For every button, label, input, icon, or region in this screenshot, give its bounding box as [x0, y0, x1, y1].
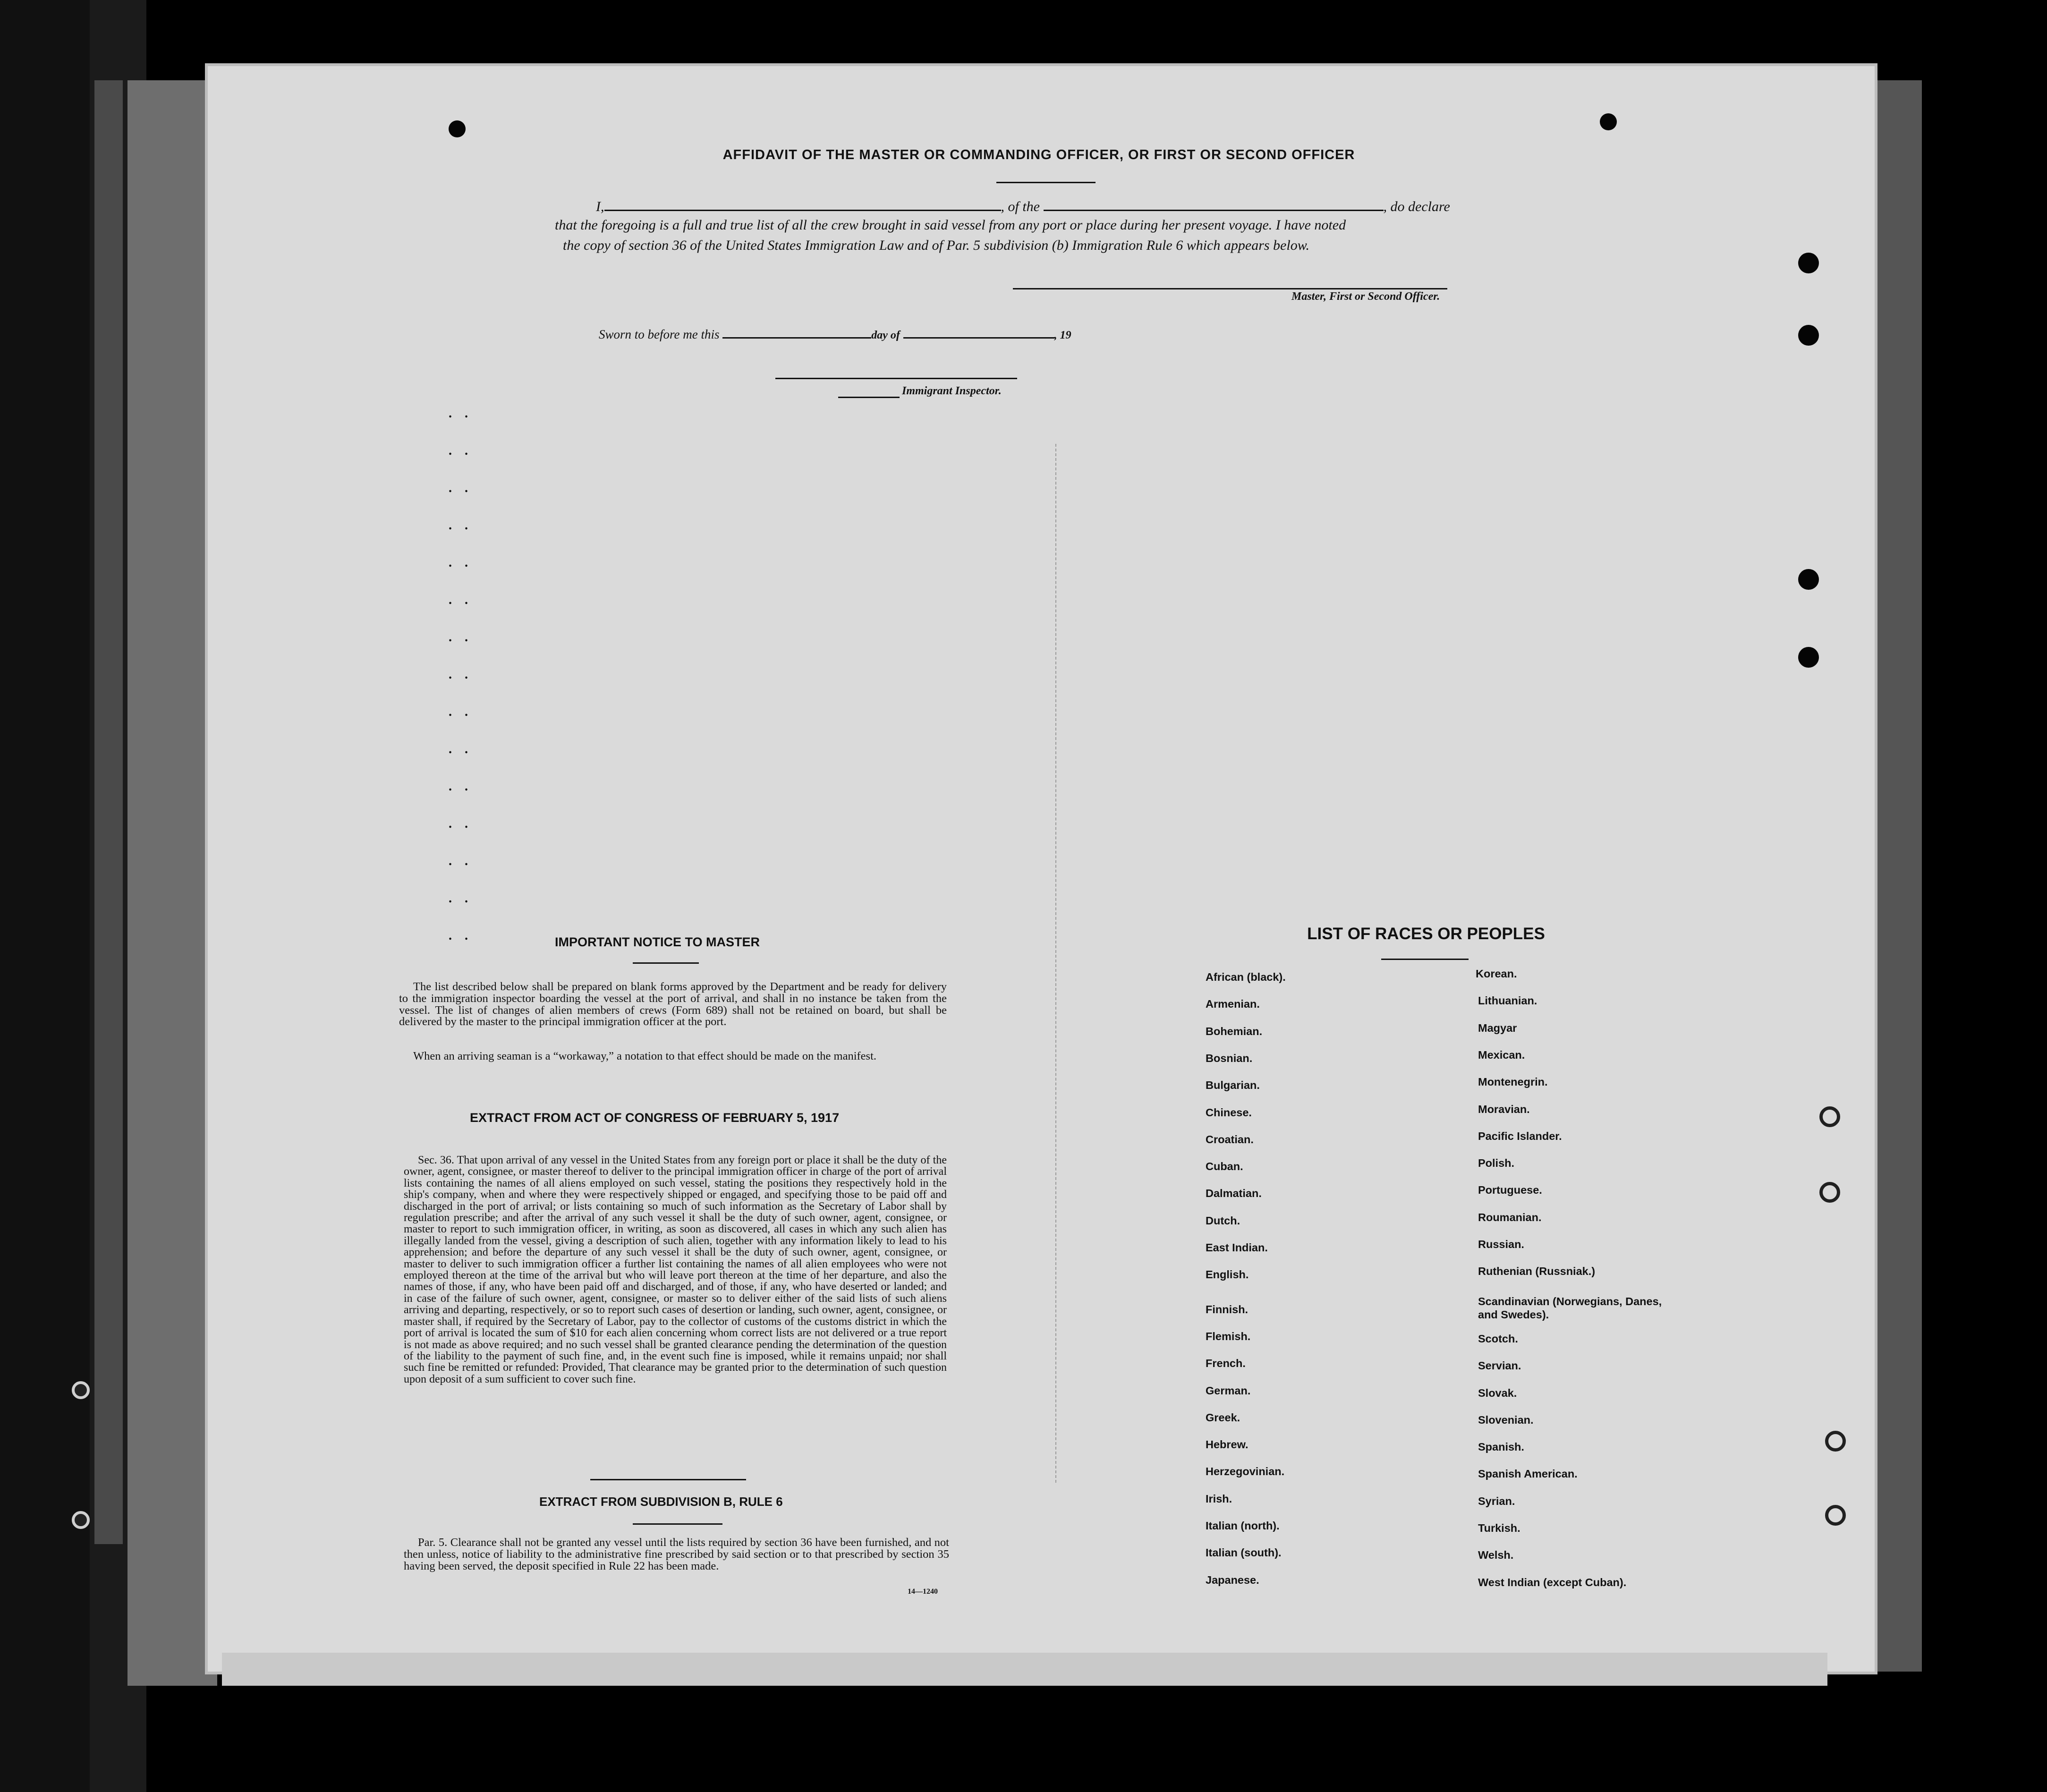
affidavit-line-2: that the foregoing is a full and true list of all the crew brought in said vessel from any port or place during her present voyage. I have noted [555, 217, 1346, 233]
race-left-item: Japanese. [1206, 1573, 1259, 1586]
act-extract-text: Sec. 36. That upon arrival of any vessel in the United States from any foreign port or place it shall be the duty of the owner, agent, consignee, or master thereof to deliver to the principal immigration officer in charge of the port of arrival lists containing the names of all aliens employed on such vessel, stating the positions they respectively hold in the ship's company, when and where they were respectively shipped or engaged, and specifying those to be paid off and discharged in the port of arrival; or lists containing so much of such information as the Secretary of Labor shall by regulation prescribe; and after the arrival of any such vessel it shall be the duty of such owner, agent, consignee, or master to report to such immigration officer, in writing, as soon as discovered, all cases in which any such alien has illegally landed from the vessel, giving a description of such alien, together with any information likely to lead to his apprehension; and before the departure of any such vessel it shall be the duty of such owner, agent, consignee, or master to deliver to such immigration officer a further list containing the names of all alien employees who were not employed thereon at the time of the arrival but who will leave port thereon at the time of her departure, and also the names of those, if any, who have been paid off and discharged, and of those, if any, who have deserted or landed; and in case of the failure of such owner, agent, consignee, or master so to deliver either of the said lists of such aliens arriving and departing, respectively, or so to report such cases of desertion or landing, such owner, agent, consignee, or master shall, if required by the Secretary of Labor, pay to the collector of customs of the customs district in which the port of arrival is located the sum of $10 for each alien concerning whom correct lists are not delivered or a true report is not made as above required; and no such vessel shall be granted clearance pending the determination of the question of the liability to the payment of such fine, and, in the event such fine is imposed, while it remains unpaid; nor shall such fine be remitted or refunded: Provided, That clearance may be granted prior to the determination of such question upon deposit of a sum sufficient to cover such fine. [404, 1154, 947, 1385]
race-right-item: Portuguese. [1478, 1184, 1542, 1197]
race-left-item: Hebrew. [1206, 1438, 1249, 1451]
race-right-item: Moravian. [1478, 1103, 1530, 1115]
race-left-item: Dalmatian. [1206, 1187, 1262, 1200]
notice-title: IMPORTANT NOTICE TO MASTER [555, 935, 760, 949]
rule-extract-text: Par. 5. Clearance shall not be granted any vessel until the lists required by section 36 have been furnished, and not then unless, notice of liability to the administrative fine prescribed by said section or to that prescribed by section 35 having been served, the deposit specified in Rule 22 has been made. [404, 1536, 949, 1572]
races-title: LIST OF RACES OR PEOPLES [1307, 925, 1545, 943]
race-right-item: Scotch. [1478, 1332, 1518, 1345]
race-right-item: Russian. [1478, 1238, 1524, 1250]
race-right-item: Montenegrin. [1478, 1076, 1548, 1088]
race-left-item: English. [1206, 1268, 1249, 1281]
race-right-item: Welsh. [1478, 1549, 1514, 1562]
of-the-label: , of the [1001, 199, 1040, 214]
punch-hole [1798, 325, 1819, 346]
race-right-item: Servian. [1478, 1359, 1521, 1372]
binder-hole-1 [72, 1381, 90, 1399]
act-rule [590, 1479, 746, 1480]
inspector-signature-line[interactable] [775, 378, 1017, 379]
rule-extract-title: EXTRACT FROM SUBDIVISION B, RULE 6 [539, 1495, 783, 1509]
form-code: 14—1240 [908, 1588, 938, 1596]
sworn-label: Sworn to before me this [599, 327, 720, 341]
race-left-item: Bosnian. [1206, 1052, 1253, 1064]
ring-hole [1825, 1505, 1846, 1526]
punch-hole [1798, 647, 1819, 668]
race-left-item: Flemish. [1206, 1330, 1251, 1342]
ring-hole [1819, 1106, 1840, 1127]
race-left-item: African (black). [1206, 971, 1286, 983]
sworn-line [599, 325, 1071, 342]
column-divider [1055, 444, 1056, 1483]
race-right-item: West Indian (except Cuban). [1478, 1576, 1627, 1588]
name-field[interactable] [604, 197, 1001, 211]
signature-line[interactable] [1013, 288, 1447, 289]
notice-paragraph-2: When an arriving seaman is a “workaway,” a notation to that effect should be made on the manifest. [413, 1050, 877, 1062]
affidavit-title: AFFIDAVIT OF THE MASTER OR COMMANDING OFFICER, OR FIRST OR SECOND OFFICER [722, 147, 1355, 162]
affidavit-line-3: the copy of section 36 of the United States Immigration Law and of Par. 5 subdivision (b) Immigration Rule 6 which appears below. [563, 238, 1309, 253]
declare-label: , do declare [1383, 199, 1450, 214]
race-right-item: Korean. [1476, 968, 1517, 980]
race-right-item: Magyar [1478, 1021, 1517, 1034]
race-right-item: Mexican. [1478, 1048, 1525, 1061]
year-label: , 19 [1054, 329, 1071, 341]
day-of-label: day of [871, 329, 900, 341]
inspector-short-line [838, 397, 900, 398]
sworn-month-field[interactable] [903, 325, 1054, 339]
notice-paragraph-1: The list described below shall be prepared on blank forms approved by the Department and be ready for delivery to the immigration inspector boarding the vessel at the port of arrival, and shall in no instance be taken from the vessel. The list of changes of alien members of crews (Form 689) shall not be retained on board, but shall be delivered by the master to the principal immigration officer at the port. [399, 980, 947, 1028]
race-left-item: Bulgarian. [1206, 1079, 1260, 1092]
page-edge [222, 1653, 1827, 1686]
race-left-item: German. [1206, 1384, 1251, 1397]
race-left-item: Herzegovinian. [1206, 1465, 1285, 1478]
race-left-item: Croatian. [1206, 1133, 1254, 1146]
act-extract-title: EXTRACT FROM ACT OF CONGRESS OF FEBRUARY 5, 1917 [470, 1111, 840, 1125]
race-right-item: Slovenian. [1478, 1413, 1534, 1426]
race-left-item: Bohemian. [1206, 1025, 1263, 1037]
signature-label: Master, First or Second Officer. [1291, 290, 1440, 303]
race-left-item: East Indian. [1206, 1241, 1268, 1254]
race-left-item: Finnish. [1206, 1303, 1249, 1316]
punch-hole [449, 120, 466, 137]
race-right-item: Syrian. [1478, 1495, 1515, 1507]
race-right-item: Turkish. [1478, 1522, 1520, 1534]
ring-hole [1825, 1431, 1846, 1452]
binder-tab [94, 80, 123, 1544]
punch-hole [1798, 253, 1819, 273]
punch-hole [1600, 113, 1617, 130]
race-left-item: Cuban. [1206, 1160, 1243, 1173]
race-left-item: Chinese. [1206, 1106, 1252, 1119]
race-left-item: Greek. [1206, 1411, 1240, 1424]
ring-hole [1819, 1182, 1840, 1203]
race-right-item: Lithuanian. [1478, 994, 1537, 1007]
race-right-item: Spanish American. [1478, 1468, 1578, 1480]
race-right-item: Pacific Islander. [1478, 1130, 1562, 1142]
race-right-item: Spanish. [1478, 1441, 1524, 1453]
race-left-item: Irish. [1206, 1492, 1232, 1505]
inspector-label: Immigrant Inspector. [902, 385, 1002, 397]
underlying-page [127, 80, 217, 1686]
race-right-item: Scandinavian (Norwegians, Danes, and Swedes). [1478, 1295, 1662, 1321]
dot-leaders: . . . . . . . . . . . . . . . . . . . . . . . . . . . . . . [449, 406, 473, 943]
affidavit-i: I, [596, 199, 604, 214]
affidavit-line-1 [596, 197, 1450, 215]
race-left-item: French. [1206, 1357, 1246, 1370]
race-right-item: Polish. [1478, 1157, 1515, 1170]
sworn-day-field[interactable] [722, 325, 871, 339]
race-left-item: Italian (south). [1206, 1546, 1282, 1559]
race-left-item: Armenian. [1206, 998, 1260, 1011]
punch-hole [1798, 569, 1819, 590]
races-rule [1381, 959, 1469, 960]
vessel-field[interactable] [1044, 197, 1384, 211]
title-rule [996, 182, 1096, 183]
race-right-item: Ruthenian (Russniak.) [1478, 1265, 1596, 1278]
notice-rule [633, 962, 699, 964]
race-left-item: Italian (north). [1206, 1520, 1280, 1532]
binder-hole-2 [72, 1511, 90, 1529]
race-left-item: Dutch. [1206, 1214, 1240, 1227]
rule-extract-rule [633, 1523, 722, 1525]
race-right-item: Slovak. [1478, 1386, 1517, 1399]
race-right-item: Roumanian. [1478, 1211, 1542, 1223]
